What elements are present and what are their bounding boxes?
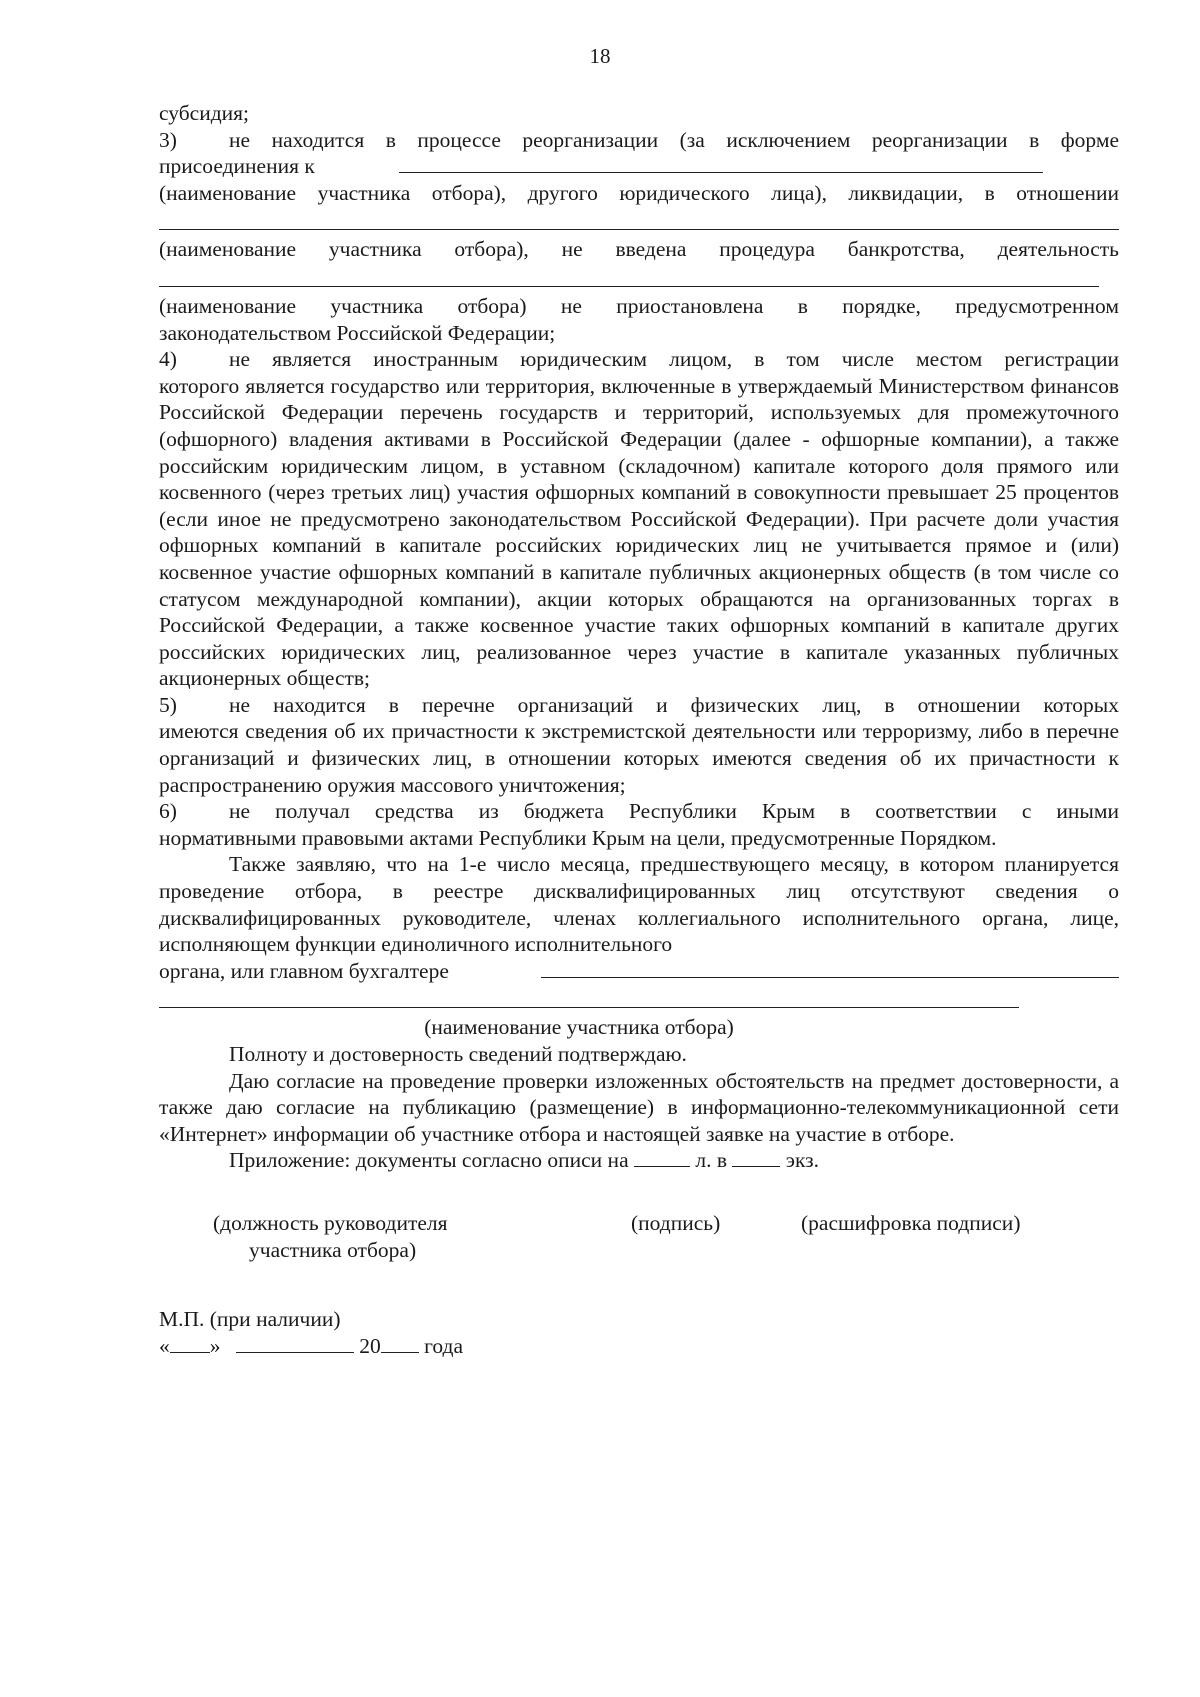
signature-decode-label: (расшифровка подписи)	[801, 1210, 1021, 1235]
blank-field[interactable]	[159, 229, 1119, 230]
item-3-line-2: присоединения к	[159, 154, 315, 179]
blank-field[interactable]	[541, 977, 1119, 978]
item-number: 4)	[159, 347, 177, 372]
day-field[interactable]	[170, 1352, 210, 1353]
date-close-quote: »	[209, 1333, 221, 1358]
item-4-first-line: не является иностранным юридическим лицом, в том числе местом регистрации	[229, 347, 1119, 372]
year-suffix: года	[424, 1333, 464, 1358]
item-3-line-1: не находится в процессе реорганизации (за исключением реорганизации в форме	[229, 127, 1119, 152]
item-4-text: которого является государство или территория, включенные в утверждаемый Министерством финансов Российской Федерации перечень государств и территорий, используемых для промежуточного (офшорного) владения активами в Российской Федерации (далее - офшорные компании), а также российским юридическим лицом, в уставном (складочном) капитале которого доля прямого или косвенного (через третьих лиц) участия офшорных компаний в совокупности превышает 25 процентов (если иное не предусмотрено законодательством Российской Федерации). При расчете доли участия офшорных компаний в капитале российских юридических лиц не учитывается прямое и (или) косвенное участие офшорных компаний в капитале публичных акционерных обществ (в том числе со статусом международной компании), акции которых обращаются на организованных торгах в Российской Федерации, а также косвенное участие таких офшорных компаний в капитале других российских юридических лиц, реализованное через участие в капитале указанных публичных акционерных обществ;	[159, 373, 1119, 691]
item-number: 3)	[159, 127, 177, 152]
signature-label: (подпись)	[631, 1210, 721, 1235]
blank-row	[159, 206, 1119, 236]
position-label-2: участника отбора)	[249, 1237, 417, 1262]
page-number: 18	[589, 44, 611, 68]
item-5	[159, 692, 1119, 719]
consent-text: Даю согласие на проведение проверки изложенных обстоятельств на предмет достоверности, а также даю согласие на публикацию (размещение) в информационно-телекоммуникационной сети «Интернет» информации об участнике отбора и настоящей заявке на участие в отборе.	[159, 1068, 1119, 1146]
blank-field[interactable]	[159, 1007, 1019, 1008]
document-body	[159, 100, 1119, 1359]
date-line	[159, 1333, 1119, 1360]
item-3-line-5: (наименование участника отбора) не приостановлена в порядке, предусмотренном	[159, 293, 1119, 318]
blank-row	[159, 984, 1119, 1014]
appendix-prefix: Приложение: документы согласно описи на	[229, 1148, 629, 1173]
item-6-first-line: не получал средства из бюджета Республики Крым в соответствии с иными	[229, 799, 1119, 824]
declaration-last-line: органа, или главном бухгалтере	[159, 958, 449, 983]
line-subsidy: субсидия;	[159, 101, 250, 125]
item-5-text: имеются сведения об их причастности к экстремистской деятельности или терроризму, либо в перечне организаций и физических лиц, в отношении которых имеются сведения об их причастности к распространению оружия массового уничтожения;	[159, 719, 1119, 797]
sheets-field[interactable]	[634, 1166, 690, 1167]
blank-field[interactable]	[399, 172, 1043, 173]
item-3	[159, 127, 1119, 154]
month-field[interactable]	[236, 1352, 354, 1353]
item-4	[159, 346, 1119, 373]
item-5-first-line: не находится в перечне организаций и физических лиц, в отношении которых	[229, 692, 1119, 717]
copies-field[interactable]	[732, 1166, 780, 1167]
position-label-1: (должность руководителя	[213, 1210, 448, 1235]
item-3-line-3: (наименование участника отбора), другого юридического лица), ликвидации, в отношении	[159, 180, 1119, 205]
item-3-line-2-row	[159, 153, 1119, 180]
item-3-line-4: (наименование участника отбора), не введена процедура банкротства, деятельность	[159, 237, 1119, 262]
year-prefix: 20	[359, 1333, 381, 1358]
year-field[interactable]	[381, 1352, 419, 1353]
date-open-quote: «	[159, 1333, 170, 1358]
declaration-text: Также заявляю, что на 1-е число месяца, предшествующего месяцу, в котором планируется проведение отбора, в реестре дисквалифицированных лиц отсутствуют сведения о дисквалифицированных руководителе, членах коллегиального исполнительного органа, лице, исполняющем функции единоличного исполнительного	[159, 852, 1119, 957]
item-3-line-6: законодательством Российской Федерации;	[159, 320, 556, 345]
item-number: 6)	[159, 799, 177, 824]
item-6	[159, 798, 1119, 825]
item-number: 5)	[159, 692, 177, 717]
blank-row	[159, 263, 1119, 293]
appendix-mid: л. в	[695, 1148, 727, 1173]
declaration-last-row	[159, 958, 1119, 985]
appendix-suffix: экз.	[785, 1148, 820, 1173]
confirm-text: Полноту и достоверность сведений подтверждаю.	[229, 1042, 687, 1066]
appendix-line	[159, 1147, 1119, 1174]
blank-field[interactable]	[159, 286, 1099, 287]
item-6-text: нормативными правовыми актами Республики Крым на цели, предусмотренные Порядком.	[159, 825, 997, 850]
declaration-caption: (наименование участника отбора)	[424, 1015, 734, 1040]
signature-block	[159, 1210, 1119, 1270]
stamp-label: М.П. (при наличии)	[159, 1306, 341, 1331]
